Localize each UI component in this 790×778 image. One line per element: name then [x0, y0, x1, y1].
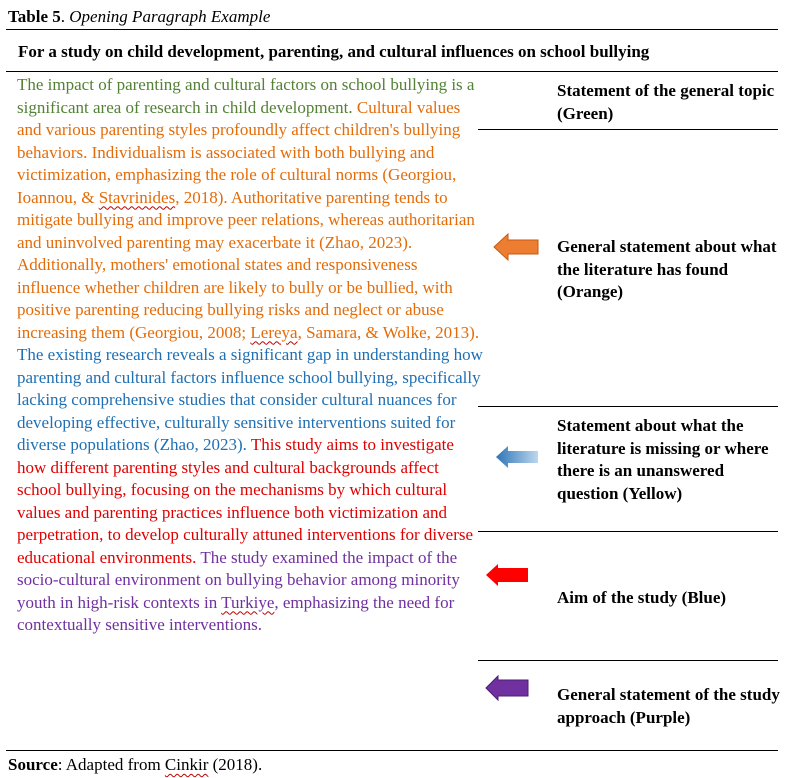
header-rule [6, 71, 778, 72]
literature-found-text-3: , Samara, & Wolke, 2013). [297, 322, 480, 342]
top-rule [6, 29, 778, 30]
label-literature-found: General statement about what the literature has found (Orange) [557, 237, 777, 301]
label-general-topic: Statement of the general topic (Green) [557, 81, 775, 123]
divider-2 [478, 406, 778, 407]
table-number: Table 5 [8, 7, 61, 26]
blue-arrow-icon [495, 444, 539, 470]
divider-3 [478, 531, 778, 532]
source-label: Source [8, 755, 58, 774]
word-turkiye: Turkiye [221, 592, 275, 612]
study-aim-text: This study aims to investigate how different parenting styles and cultural backgrounds affect school bullying, focusing on the mechanisms by which cultural values and parenting practices influence both victimization and perpetration, to develop culturally attuned interventions for diverse educational environments. [17, 435, 474, 567]
label-aim: Aim of the study (Blue) [557, 588, 727, 607]
red-arrow-icon [485, 562, 529, 588]
literature-found-text-1: Cultural values and various parenting styles profoundly affect children's bullying behaviors. Individualism is associated with both bullying and victimization, emphasizing the role of cultural norms (Georgiou, Ioannou, & [17, 97, 461, 207]
table-caption: Table 5. Opening Paragraph Example [8, 7, 271, 26]
orange-arrow-icon [493, 231, 539, 263]
divider-4 [478, 660, 778, 661]
label-literature-missing: Statement about what the literature is missing or where there is an unanswered question (Yellow) [557, 416, 769, 503]
source-author: Cinkir [164, 755, 209, 774]
label-approach: General statement of the study approach (Purple) [557, 685, 780, 727]
source-note: Source: Adapted from Cinkir (2018). [8, 755, 263, 774]
divider-1 [478, 129, 778, 130]
general-topic-text: The impact of parenting and cultural factors on school bullying is a significant area of research in child development. [17, 75, 475, 117]
table-header: For a study on child development, parenting, and cultural influences on school bullying [18, 42, 650, 61]
study-approach-text-2: , emphasizing the need for contextually sensitive interventions. [17, 592, 455, 634]
literature-found-text-2: , 2018). Authoritative parenting tends to mitigate bullying and improve peer relations, whereas authoritarian and uninvolved parenting may exacerbate it (Zhao, 2023). Additionally, mothers' emotional states and responsiveness influence whether children are likely to bully or be bullied, with positive parenting reducing bullying risks and neglect or abuse increasing them (Georgiou, 2008; [17, 187, 475, 342]
citation-stavrinides: Stavrinides [98, 187, 176, 207]
table-title: Opening Paragraph Example [69, 7, 271, 26]
study-approach-text-1: The study examined the impact of the socio-cultural environment on bullying behavior among minority youth in high-risk contexts in [17, 547, 460, 612]
purple-arrow-icon [485, 673, 529, 703]
opening-paragraph [17, 74, 483, 637]
bottom-rule [6, 750, 778, 751]
literature-missing-text: The existing research reveals a significant gap in understanding how parenting and cultural factors influence school bullying, specifically lacking comprehensive studies that consider cultural nuances for developing effective, culturally sensitive interventions suited for diverse populations (Zhao, 2023). [17, 345, 483, 454]
citation-lereya: Lereya [250, 322, 298, 342]
